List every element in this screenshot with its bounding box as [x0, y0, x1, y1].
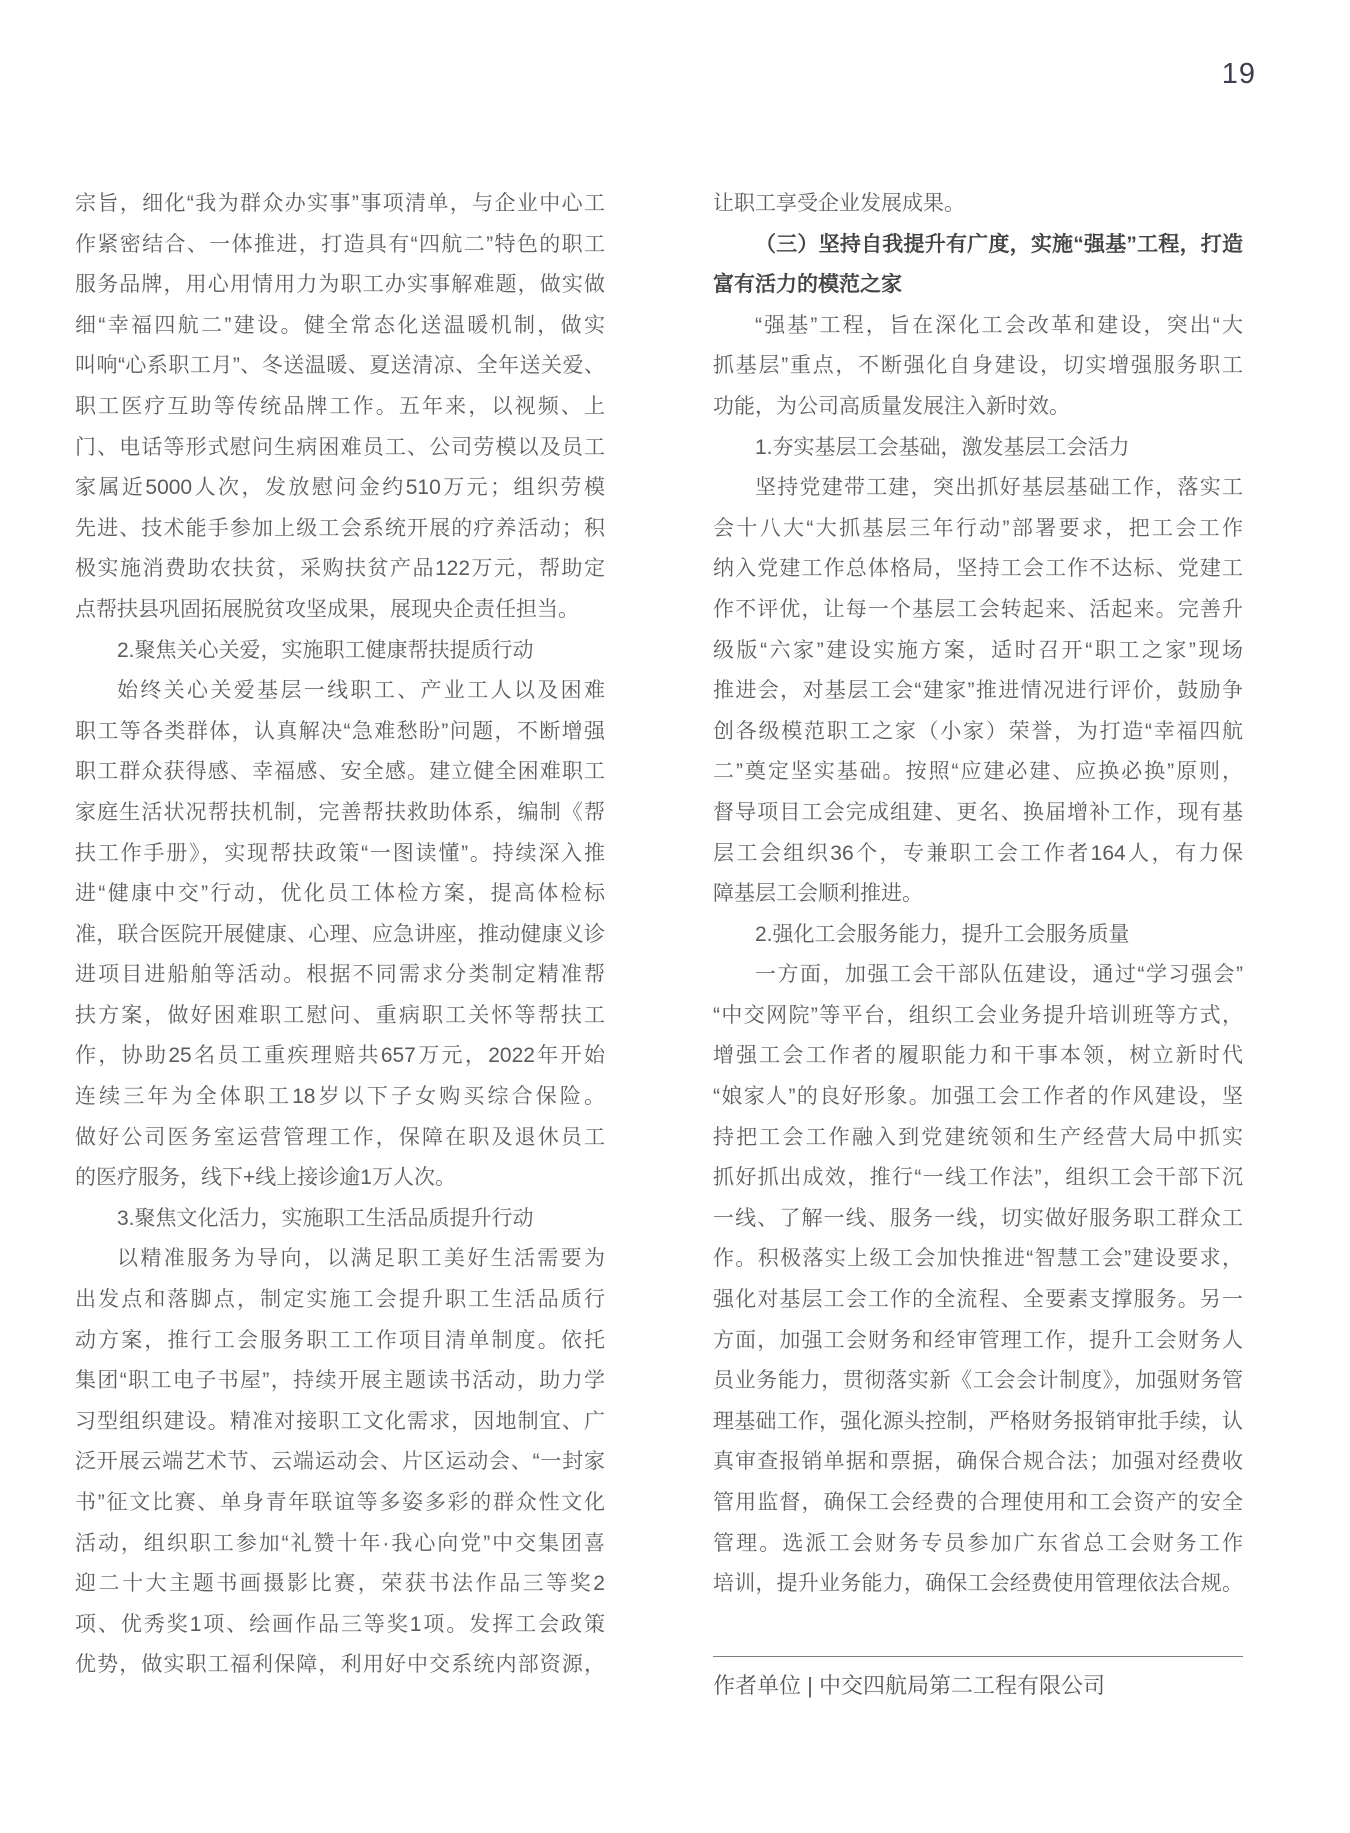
- text-line: 真审查报销单据和票据，确保合规合法；加强对经费收: [713, 1450, 1243, 1474]
- text-line: 理基础工作，强化源头控制，严格财务报销审批手续，认: [713, 1409, 1243, 1433]
- text-line: 宗旨，细化“我为群众办实事”事项清单，与企业中心工: [75, 192, 605, 215]
- text-line: 扶工作手册》，实现帮扶政策“一图读懂”。持续深入推: [75, 841, 605, 865]
- text-line: 职工群众获得感、幸福感、安全感。建立健全困难职工: [75, 760, 605, 784]
- text-line: 级版“六家”建设实施方案，适时召开“职工之家”现场: [713, 638, 1243, 662]
- text-line: 3.聚焦文化活力，实施职工生活品质提升行动: [117, 1206, 534, 1230]
- text-line: 抓基层”重点，不断强化自身建设，切实增强服务职工: [713, 354, 1243, 378]
- text-line: 门、电话等形式慰问生病困难员工、公司劳模以及员工: [75, 435, 605, 459]
- text-line: 作不评优，让每一个基层工会转起来、活起来。完善升: [713, 597, 1243, 621]
- text-line: 做好公司医务室运营管理工作，保障在职及退休员工: [75, 1125, 605, 1149]
- text-line: 进“健康中交”行动，优化员工体检方案，提高体检标: [75, 882, 605, 906]
- text-line: 叫响“心系职工月”、冬送温暖、夏送清凉、全年送关爱、: [75, 354, 605, 378]
- text-line: 管用监督，确保工会经费的合理使用和工会资产的安全: [713, 1491, 1243, 1514]
- text-line: 培训，提升业务能力，确保工会经费使用管理依法合规。: [713, 1572, 1243, 1596]
- text-line: 集团“职工电子书屋”，持续开展主题读书活动，助力学: [75, 1369, 605, 1393]
- text-line: 富有活力的模范之家: [713, 273, 902, 297]
- text-line: 障基层工会顺利推进。: [713, 882, 923, 906]
- text-line: 服务品牌，用心用情用力为职工办实事解难题，做实做: [75, 273, 605, 297]
- text-line: 抓好抓出成效，推行“一线工作法”，组织工会干部下沉: [713, 1166, 1243, 1190]
- text-line: 督导项目工会完成组建、更名、换届增补工作，现有基: [713, 800, 1243, 824]
- text-line: 先进、技术能手参加上级工会系统开展的疗养活动；积: [75, 516, 605, 540]
- author-affiliation: 作者单位 | 中交四航局第二工程有限公司: [713, 1673, 1105, 1698]
- text-line: 职工医疗互助等传统品牌工作。五年来，以视频、上: [75, 394, 605, 418]
- text-line: 出发点和落脚点，制定实施工会提升职工生活品质行: [75, 1288, 605, 1312]
- text-line: 推进会，对基层工会“建家”推进情况进行评价，鼓励争: [713, 679, 1243, 703]
- text-line: 习型组织建设。精准对接职工文化需求，因地制宜、广: [75, 1409, 605, 1433]
- text-line: 扶方案，做好困难职工慰问、重病职工关怀等帮扶工: [75, 1003, 605, 1027]
- text-line: 动方案，推行工会服务职工工作项目清单制度。依托: [75, 1328, 605, 1352]
- column-right: [713, 184, 1243, 1605]
- text-line: 增强工会工作者的履职能力和干事本领，树立新时代: [713, 1044, 1243, 1068]
- footer-divider: [713, 1656, 1243, 1657]
- text-line: 坚持党建带工建，突出抓好基层基础工作，落实工: [755, 476, 1243, 500]
- text-line: 准，联合医院开展健康、心理、应急讲座，推动健康义诊: [75, 922, 605, 946]
- text-line: 持把工会工作融入到党建统领和生产经营大局中抓实: [713, 1125, 1243, 1149]
- page-number: 19: [1221, 58, 1256, 90]
- text-line: 始终关心关爱基层一线职工、产业工人以及困难: [117, 679, 605, 703]
- text-line: 让职工享受企业发展成果。: [713, 192, 965, 215]
- text-line: 作紧密结合、一体推进，打造具有“四航二”特色的职工: [75, 232, 605, 256]
- text-line: “中交网院”等平台，组织工会业务提升培训班等方式，: [713, 1003, 1243, 1027]
- text-line: 纳入党建工作总体格局，坚持工会工作不达标、党建工: [713, 557, 1243, 581]
- text-line: 强化对基层工会工作的全流程、全要素支撑服务。另一: [713, 1288, 1243, 1312]
- text-line: 会十八大“大抓基层三年行动”部署要求，把工会工作: [713, 516, 1243, 540]
- text-line: 层工会组织36个，专兼职工会工作者164人，有力保: [713, 841, 1243, 865]
- text-line: 2.聚焦关心关爱，实施职工健康帮扶提质行动: [117, 638, 534, 662]
- text-line: 极实施消费助农扶贫，采购扶贫产品122万元，帮助定: [75, 557, 605, 581]
- text-line: 点帮扶县巩固拓展脱贫攻坚成果，展现央企责任担当。: [75, 597, 579, 621]
- text-line: 作。积极落实上级工会加快推进“智慧工会”建设要求，: [713, 1247, 1243, 1271]
- text-line: 1.夯实基层工会基础，激发基层工会活力: [755, 435, 1130, 459]
- text-line: 一方面，加强工会干部队伍建设，通过“学习强会”: [755, 963, 1243, 987]
- text-line: 迎二十大主题书画摄影比赛，荣获书法作品三等奖2: [75, 1572, 605, 1596]
- text-line: 细“幸福四航二”建设。健全常态化送温暖机制，做实: [75, 313, 605, 337]
- text-line: 项、优秀奖1项、绘画作品三等奖1项。发挥工会政策: [75, 1612, 605, 1636]
- text-line: 家庭生活状况帮扶机制，完善帮扶救助体系，编制《帮: [75, 800, 605, 824]
- text-line: “娘家人”的良好形象。加强工会工作者的作风建设，坚: [713, 1085, 1243, 1109]
- text-line: 管理。选派工会财务专员参加广东省总工会财务工作: [713, 1531, 1243, 1555]
- text-line: （三）坚持自我提升有广度，实施“强基”工程，打造: [755, 232, 1243, 256]
- text-line: 功能，为公司高质量发展注入新时效。: [713, 394, 1070, 418]
- text-line: 家属近5000人次，发放慰问金约510万元；组织劳模: [75, 476, 605, 500]
- column-left: [75, 184, 605, 1686]
- text-line: 二”奠定坚实基础。按照“应建必建、应换必换”原则，: [713, 760, 1243, 784]
- text-line: 泛开展云端艺术节、云端运动会、片区运动会、“一封家: [75, 1450, 605, 1474]
- text-line: 优势，做实职工福利保障，利用好中交系统内部资源，: [75, 1653, 605, 1677]
- text-line: “强基”工程，旨在深化工会改革和建设，突出“大: [755, 313, 1243, 337]
- text-line: 书”征文比赛、单身青年联谊等多姿多彩的群众性文化: [75, 1491, 605, 1514]
- text-line: 的医疗服务，线下+线上接诊逾1万人次。: [75, 1166, 456, 1190]
- text-line: 方面，加强工会财务和经审管理工作，提升工会财务人: [713, 1328, 1243, 1352]
- text-line: 进项目进船舶等活动。根据不同需求分类制定精准帮: [75, 963, 605, 987]
- text-line: 连续三年为全体职工18岁以下子女购买综合保险。: [75, 1085, 605, 1109]
- text-line: 作，协助25名员工重疾理赔共657万元，2022年开始: [75, 1044, 605, 1068]
- text-line: 活动，组织职工参加“礼赞十年·我心向党”中交集团喜: [75, 1531, 605, 1555]
- text-line: 以精准服务为导向，以满足职工美好生活需要为: [117, 1247, 605, 1271]
- text-line: 员业务能力，贯彻落实新《工会会计制度》，加强财务管: [713, 1369, 1243, 1393]
- text-line: 创各级模范职工之家（小家）荣誉，为打造“幸福四航: [713, 719, 1243, 743]
- text-line: 一线、了解一线、服务一线，切实做好服务职工群众工: [713, 1206, 1243, 1230]
- text-line: 2.强化工会服务能力，提升工会服务质量: [755, 922, 1130, 946]
- text-line: 职工等各类群体，认真解决“急难愁盼”问题，不断增强: [75, 719, 605, 743]
